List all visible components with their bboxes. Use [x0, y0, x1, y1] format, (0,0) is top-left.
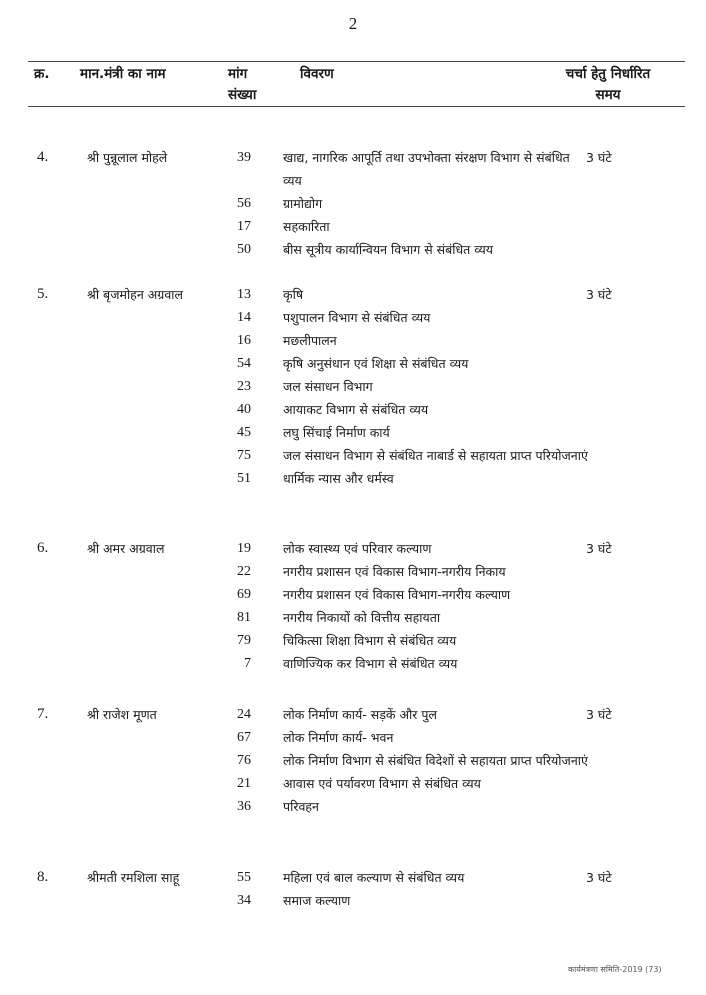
demand-item	[0, 749, 706, 772]
demand-item	[0, 146, 706, 192]
demand-item	[0, 795, 706, 818]
demand-item	[0, 444, 706, 467]
demand-item	[0, 583, 706, 606]
minister-name: श्री बृजमोहन अग्रवाल	[87, 287, 183, 302]
minister-name: श्रीमती रमशिला साहू	[87, 870, 180, 885]
demand-item	[0, 889, 706, 912]
demand-description: सहकारिता	[283, 219, 330, 234]
header-time-line2: समय	[595, 87, 621, 103]
header-serial-number: क्र.	[34, 66, 50, 82]
demand-item	[0, 726, 706, 749]
demand-item	[0, 772, 706, 795]
header-time-line1: चर्चा हेतु निर्धारित	[565, 66, 651, 82]
demand-description: लोक निर्माण विभाग से संबंधित विदेशों से सहायता प्राप्त परियोजनाएं	[283, 753, 588, 768]
demand-item	[0, 192, 706, 215]
header-demand-number	[228, 64, 256, 106]
demand-description: चिकित्सा शिक्षा विभाग से संबंधित व्यय	[283, 633, 457, 648]
allotted-time: 3 घंटे	[586, 150, 612, 165]
group-serial-number: 6.	[37, 540, 49, 556]
demand-item	[0, 398, 706, 421]
demand-number: 24	[237, 707, 251, 722]
demand-description: जल संसाधन विभाग	[283, 379, 373, 394]
demand-description: लोक स्वास्थ्य एवं परिवार कल्याण	[283, 541, 432, 556]
demand-description: वाणिज्यिक कर विभाग से संबंधित व्यय	[283, 656, 458, 671]
demand-description: नगरीय प्रशासन एवं विकास विभाग-नगरीय निकाय	[283, 564, 506, 579]
demand-description: आयाकट विभाग से संबंधित व्यय	[283, 402, 429, 417]
demand-description: कृषि	[283, 287, 304, 302]
demand-number: 19	[237, 541, 251, 556]
demand-description: धार्मिक न्यास और धर्मस्व	[283, 471, 394, 486]
demand-number: 16	[237, 333, 251, 348]
demand-number: 23	[237, 379, 251, 394]
demand-item	[0, 421, 706, 444]
demand-item	[0, 866, 706, 889]
demand-item	[0, 375, 706, 398]
demand-item	[0, 606, 706, 629]
demand-number: 34	[237, 893, 251, 908]
group-serial-number: 4.	[37, 149, 49, 165]
demand-description: लोक निर्माण कार्य- भवन	[283, 730, 394, 745]
header-demand-line2: संख्या	[228, 87, 257, 103]
header-description: विवरण	[300, 66, 334, 82]
demand-item	[0, 306, 706, 329]
demand-description: लघु सिंचाई निर्माण कार्य	[283, 425, 390, 440]
demand-item	[0, 537, 706, 560]
demand-description: जल संसाधन विभाग से संबंधित नाबार्ड से सहायता प्राप्त परियोजनाएं	[283, 448, 588, 463]
demand-number: 40	[237, 402, 251, 417]
demand-number: 69	[237, 587, 251, 602]
demand-number: 81	[237, 610, 251, 625]
demand-item	[0, 329, 706, 352]
demand-description: पशुपालन विभाग से संबंधित व्यय	[283, 310, 431, 325]
footer-reference: कार्यमंत्रणा समिति-2019 (73)	[568, 965, 662, 974]
demand-number: 36	[237, 799, 251, 814]
demand-description: कृषि अनुसंधान एवं शिक्षा से संबंधित व्यय	[283, 356, 469, 371]
demand-item	[0, 238, 706, 261]
demand-description: समाज कल्याण	[283, 893, 351, 908]
demand-item	[0, 215, 706, 238]
minister-name: श्री राजेश मूणत	[87, 707, 157, 722]
demand-item	[0, 560, 706, 583]
demand-item	[0, 703, 706, 726]
page-number: 2	[348, 14, 358, 33]
demand-number: 76	[237, 753, 251, 768]
demand-number: 67	[237, 730, 251, 745]
header-minister-name: मान.मंत्री का नाम	[80, 66, 166, 82]
demand-description: मछलीपालन	[283, 333, 337, 348]
header-top-rule	[28, 61, 685, 62]
demand-number: 50	[237, 242, 251, 257]
demand-item	[0, 352, 706, 375]
minister-name: श्री पुन्नूलाल मोहले	[87, 150, 168, 165]
demand-item	[0, 283, 706, 306]
header-demand-line1: मांग	[228, 66, 248, 82]
demand-number: 13	[237, 287, 251, 302]
demand-description: लोक निर्माण कार्य- सड़कें और पुल	[283, 707, 437, 722]
demand-item	[0, 652, 706, 675]
demand-description: नगरीय प्रशासन एवं विकास विभाग-नगरीय कल्याण	[283, 587, 511, 602]
header-bottom-rule	[28, 106, 685, 107]
demand-item	[0, 629, 706, 652]
demand-description: नगरीय निकायों को वित्तीय सहायता	[283, 610, 441, 625]
demand-number: 39	[237, 150, 251, 165]
demand-number: 75	[237, 448, 251, 463]
demand-number: 55	[237, 870, 251, 885]
demand-description: आवास एवं पर्यावरण विभाग से संबंधित व्यय	[283, 776, 481, 791]
demand-description: परिवहन	[283, 799, 319, 814]
demand-description: बीस सूत्रीय कार्यान्वियन विभाग से संबंधित व्यय	[283, 242, 494, 257]
header-allotted-time	[540, 64, 676, 106]
demand-number: 7	[244, 656, 251, 671]
group-serial-number: 7.	[37, 706, 49, 722]
demand-description: महिला एवं बाल कल्याण से संबंधित व्यय	[283, 870, 465, 885]
demand-number: 17	[237, 219, 251, 234]
group-serial-number: 5.	[37, 286, 49, 302]
allotted-time: 3 घंटे	[586, 287, 612, 302]
allotted-time: 3 घंटे	[586, 870, 612, 885]
demand-number: 21	[237, 776, 251, 791]
demand-number: 51	[237, 471, 251, 486]
minister-name: श्री अमर अग्रवाल	[87, 541, 165, 556]
demand-number: 45	[237, 425, 251, 440]
demand-number: 79	[237, 633, 251, 648]
demand-description: खाद्य, नागरिक आपूर्ति तथा उपभोक्ता संरक्षण विभाग से संबंधित व्यय	[283, 150, 570, 188]
demand-number: 54	[237, 356, 251, 371]
demand-number: 14	[237, 310, 251, 325]
allotted-time: 3 घंटे	[586, 707, 612, 722]
group-serial-number: 8.	[37, 869, 49, 885]
demand-description: ग्रामोद्योग	[283, 196, 323, 211]
demand-item	[0, 467, 706, 490]
allotted-time: 3 घंटे	[586, 541, 612, 556]
demand-number: 56	[237, 196, 251, 211]
demand-number: 22	[237, 564, 251, 579]
